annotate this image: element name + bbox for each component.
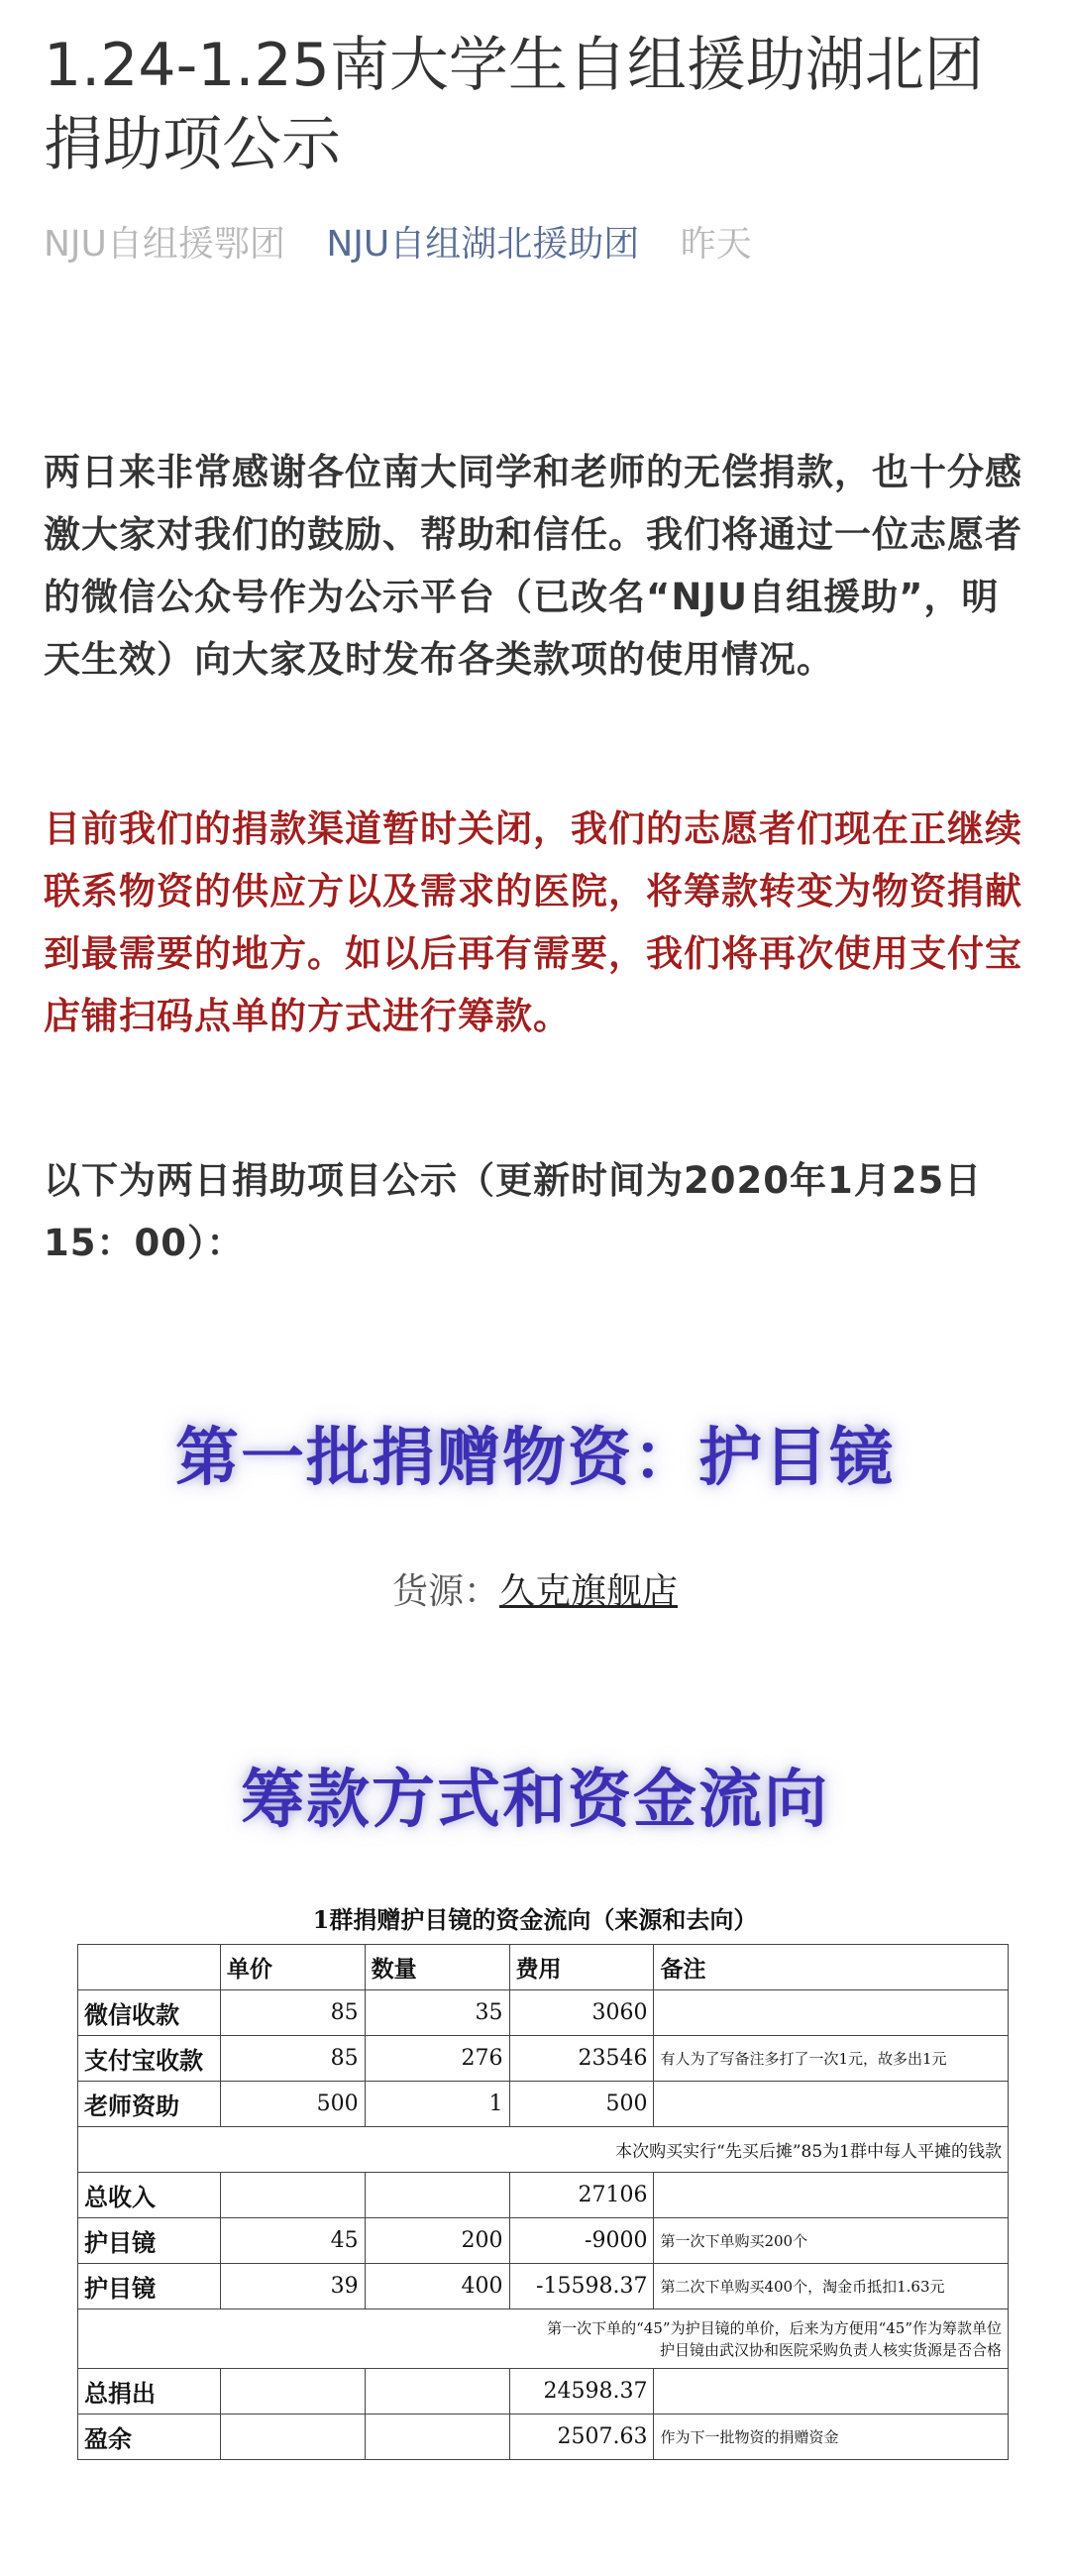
table-cell: 护目镜 — [78, 2218, 221, 2264]
account-name: NJU自组援鄂团 — [44, 224, 285, 265]
table-header-cell: 单价 — [220, 1945, 365, 1990]
table-cell: 24598.37 — [509, 2369, 654, 2415]
table-cell — [654, 2369, 1009, 2415]
table-cell: 3060 — [509, 1990, 654, 2036]
paragraph-channel-closed: 目前我们的捐款渠道暂时关闭，我们的志愿者们现在正继续联系物资的供应方以及需求的医院，将筹款转变为物资捐献到最需要的地方。如以后再有需要，我们将再次使用支付宝店铺扫码点单的方式进行筹款。 — [44, 807, 1022, 1037]
table-cell — [220, 2415, 365, 2460]
table-cell: 盈余 — [78, 2415, 221, 2460]
table-cell — [220, 2369, 365, 2415]
table-cell: 总捐出 — [78, 2369, 221, 2415]
table-note-cell — [78, 2309, 1009, 2369]
source-shop-link[interactable]: 久克旗舰店 — [499, 1571, 679, 1612]
table-note-line: 第一次下单的“45”为护目镜的单价，后来为方便用“45”作为筹款单位 — [547, 2318, 1002, 2337]
table-cell: -15598.37 — [509, 2264, 654, 2309]
table-cell — [220, 2173, 365, 2218]
table-cell: 500 — [509, 2082, 654, 2127]
table-cell: 39 — [220, 2264, 365, 2309]
table-cell — [365, 2415, 509, 2460]
table-cell: 支付宝收款 — [78, 2036, 221, 2082]
table-row — [78, 2369, 1009, 2415]
table-cell: 有人为了写备注多打了一次1元，故多出1元 — [654, 2036, 1009, 2082]
table-header-cell: 数量 — [365, 1945, 509, 1990]
table-cell — [654, 2082, 1009, 2127]
table-header-cell: 备注 — [654, 1945, 1009, 1990]
table-cell: -9000 — [509, 2218, 654, 2264]
table-cell: 23546 — [509, 2036, 654, 2082]
table-header-row — [78, 1945, 1009, 1990]
table-cell: 45 — [220, 2218, 365, 2264]
table-cell — [365, 2173, 509, 2218]
table-note-line: 护目镜由武汉协和医院采购负责人核实货源是否合格 — [659, 2340, 1002, 2359]
table-cell: 作为下一批物资的捐赠资金 — [654, 2415, 1009, 2460]
table-cell: 500 — [220, 2082, 365, 2127]
paragraph-intro: 以下为两日捐助项目公示（更新时间为2020年1月25日15：00）： — [44, 1159, 983, 1264]
table-cell — [654, 2173, 1009, 2218]
table-header-cell — [78, 1945, 221, 1990]
table-row — [78, 2173, 1009, 2218]
table-row — [78, 2218, 1009, 2264]
donation-image[interactable] — [44, 1367, 1026, 2517]
supply-source — [44, 1563, 1026, 1614]
table-row — [78, 1990, 1009, 2036]
table-cell: 总收入 — [78, 2173, 221, 2218]
table-cell: 276 — [365, 2036, 509, 2082]
table-cell: 护目镜 — [78, 2264, 221, 2309]
table-cell: 第二次下单购买400个，淘金币抵扣1.63元 — [654, 2264, 1009, 2309]
table-cell: 85 — [220, 2036, 365, 2082]
source-label: 货源： — [391, 1571, 499, 1612]
table-cell: 200 — [365, 2218, 509, 2264]
paragraph-thanks: 两日来非常感谢各位南大同学和老师的无偿捐款，也十分感激大家对我们的鼓励、帮助和信任。我们将通过一位志愿者的微信公众号作为公示平台（已改名“NJU自组援助”，明天生效）向大家及时发布各类款项的使用情况。 — [44, 451, 1022, 681]
table-cell: 27106 — [509, 2173, 654, 2218]
table-cell: 35 — [365, 1990, 509, 2036]
table-row — [78, 2082, 1009, 2127]
table-cell: 1 — [365, 2082, 509, 2127]
table-row — [78, 2415, 1009, 2460]
table-cell: 400 — [365, 2264, 509, 2309]
table-cell: 微信收款 — [78, 1990, 221, 2036]
fund-flow-table — [77, 1944, 1009, 2460]
publish-date: 昨天 — [680, 224, 752, 265]
table-cell — [365, 2369, 509, 2415]
table-note-cell: 本次购买实行“先买后摊”85为1群中每人平摊的钱款 — [78, 2127, 1009, 2173]
table-cell: 2507.63 — [509, 2415, 654, 2460]
table-caption: 1群捐赠护目镜的资金流向（来源和去向） — [312, 1905, 758, 1934]
table-cell: 85 — [220, 1990, 365, 2036]
table-note-row — [78, 2127, 1009, 2173]
fund-heading: 筹款方式和资金流向 — [241, 1764, 829, 1837]
batch-heading: 第一批捐赠物资：护目镜 — [175, 1422, 895, 1495]
author-link[interactable]: NJU自组湖北援助团 — [326, 224, 640, 265]
table-cell: 老师资助 — [78, 2082, 221, 2127]
article-title: 1.24-1.25南大学生自组援助湖北团捐助项公示 — [44, 31, 984, 179]
table-row — [78, 2036, 1009, 2082]
article-meta — [44, 220, 752, 269]
table-row — [78, 2264, 1009, 2309]
table-cell — [654, 1990, 1009, 2036]
table-note-row — [78, 2309, 1009, 2369]
table-header-cell: 费用 — [509, 1945, 654, 1990]
table-cell: 第一次下单购买200个 — [654, 2218, 1009, 2264]
